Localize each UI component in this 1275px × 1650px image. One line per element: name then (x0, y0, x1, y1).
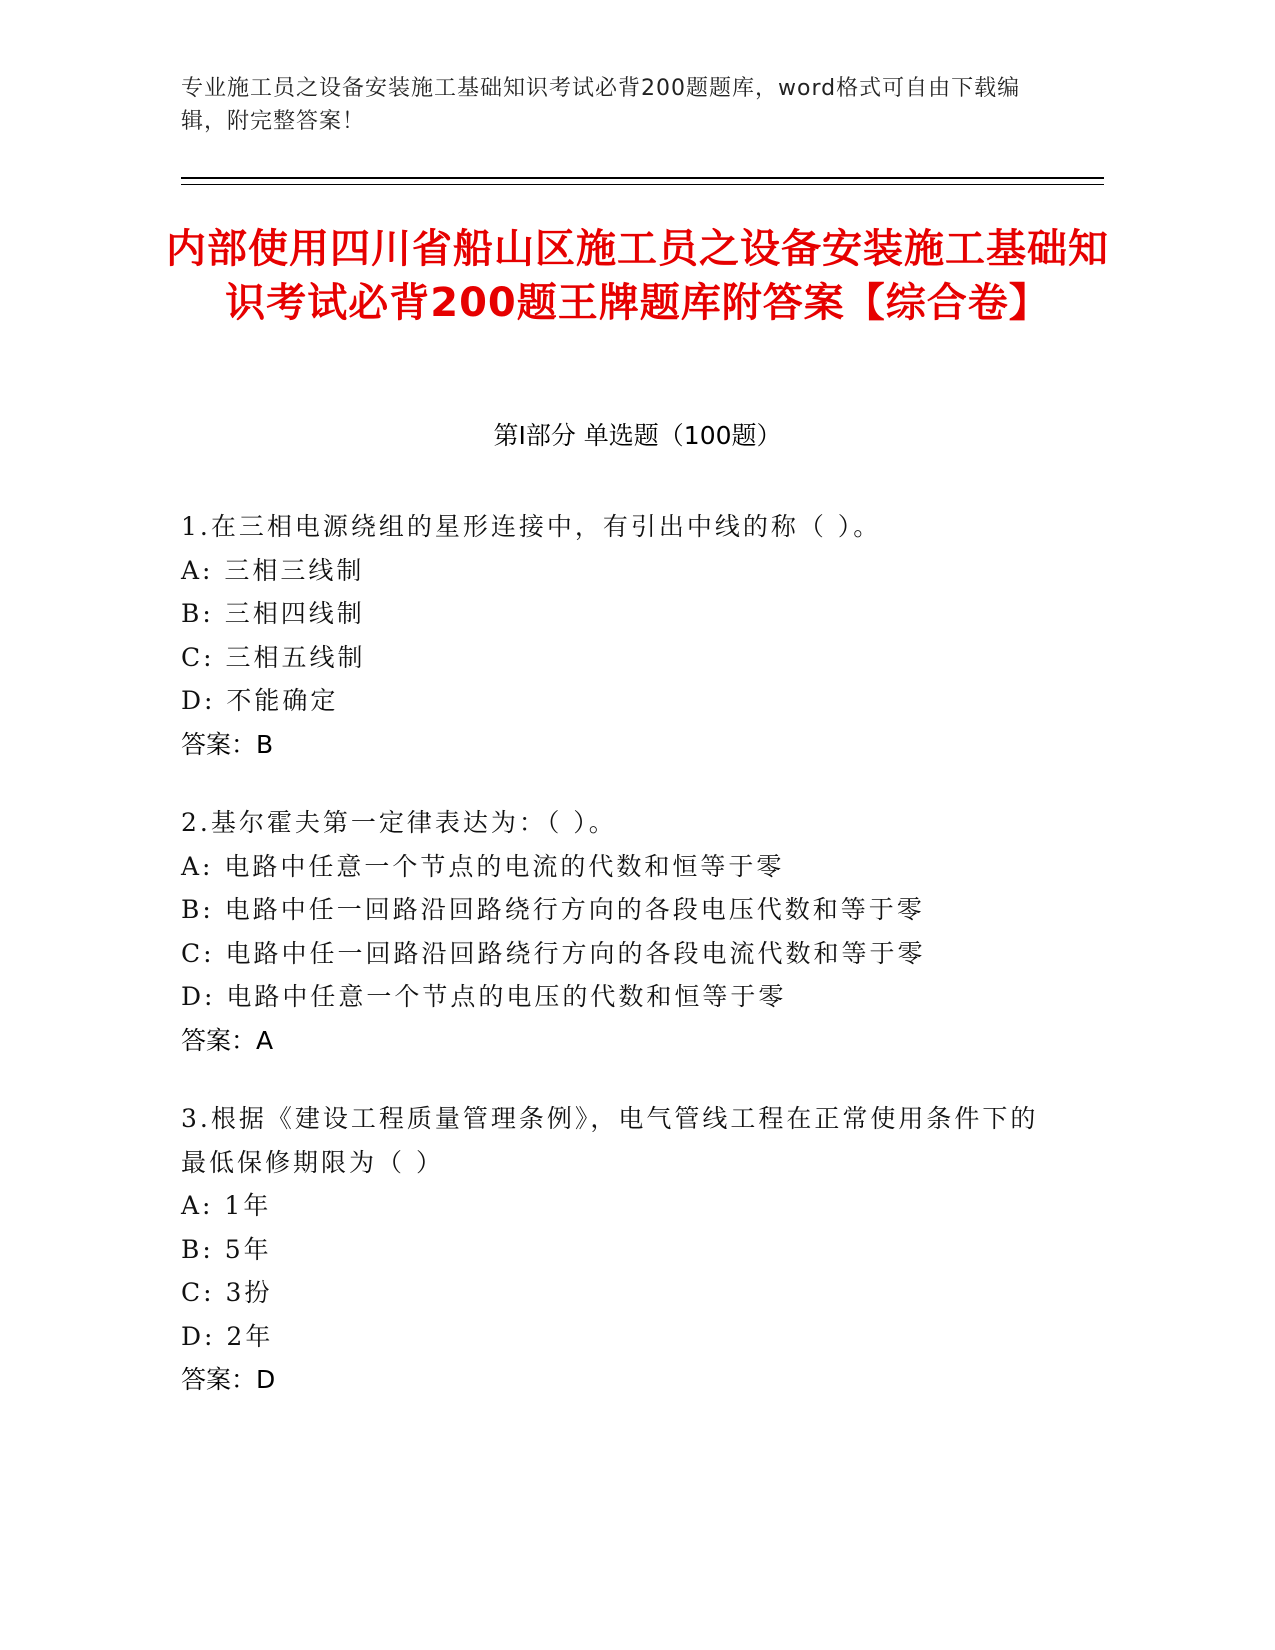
option-b: B: 5年 (181, 1234, 272, 1264)
option-b: B: 三相四线制 (181, 599, 365, 628)
option-c: C: 3扮 (181, 1278, 273, 1307)
question-stem: 3.根据《建设工程质量管理条例》，电气管线工程在正常使用条件下的最低保修期限为（ ） (181, 1104, 1039, 1177)
header-note: 专业施工员之设备安装施工基础知识考试必背200题题库，word格式可自由下载编辑，附完整答案！ (181, 76, 1021, 134)
question-list (181, 505, 1061, 1437)
option-c: C: 三相五线制 (181, 642, 366, 672)
option-d: D: 2年 (181, 1321, 274, 1351)
question-3 (181, 1097, 1061, 1402)
option-a: A: 电路中任意一个节点的电流的代数和恒等于零 (181, 851, 785, 881)
section-heading: 第Ⅰ部分 单选题（100题） (493, 421, 782, 450)
answer: 答案：A (181, 1025, 274, 1055)
option-d: D: 不能确定 (181, 686, 339, 715)
option-a: A: 1年 (181, 1191, 272, 1220)
header-rule-thick (181, 177, 1104, 179)
option-a: A: 三相三线制 (181, 555, 365, 585)
question-2 (181, 801, 1061, 1062)
question-stem: 2.基尔霍夫第一定律表达为：（ ）。 (181, 808, 617, 837)
question-1 (181, 505, 1061, 766)
answer: 答案：B (181, 729, 274, 759)
answer: 答案：D (181, 1365, 276, 1394)
document-title: 内部使用四川省船山区施工员之设备安装施工基础知识考试必背200题王牌题库附答案【综合卷】 (166, 226, 1109, 326)
option-b: B: 电路中任一回路沿回路绕行方向的各段电压代数和等于零 (181, 895, 925, 924)
header-rule-thin (181, 184, 1104, 185)
question-stem: 1.在三相电源绕组的星形连接中，有引出中线的称（ ）。 (181, 512, 882, 541)
option-d: D: 电路中任意一个节点的电压的代数和恒等于零 (181, 982, 787, 1011)
option-c: C: 电路中任一回路沿回路绕行方向的各段电流代数和等于零 (181, 938, 926, 968)
